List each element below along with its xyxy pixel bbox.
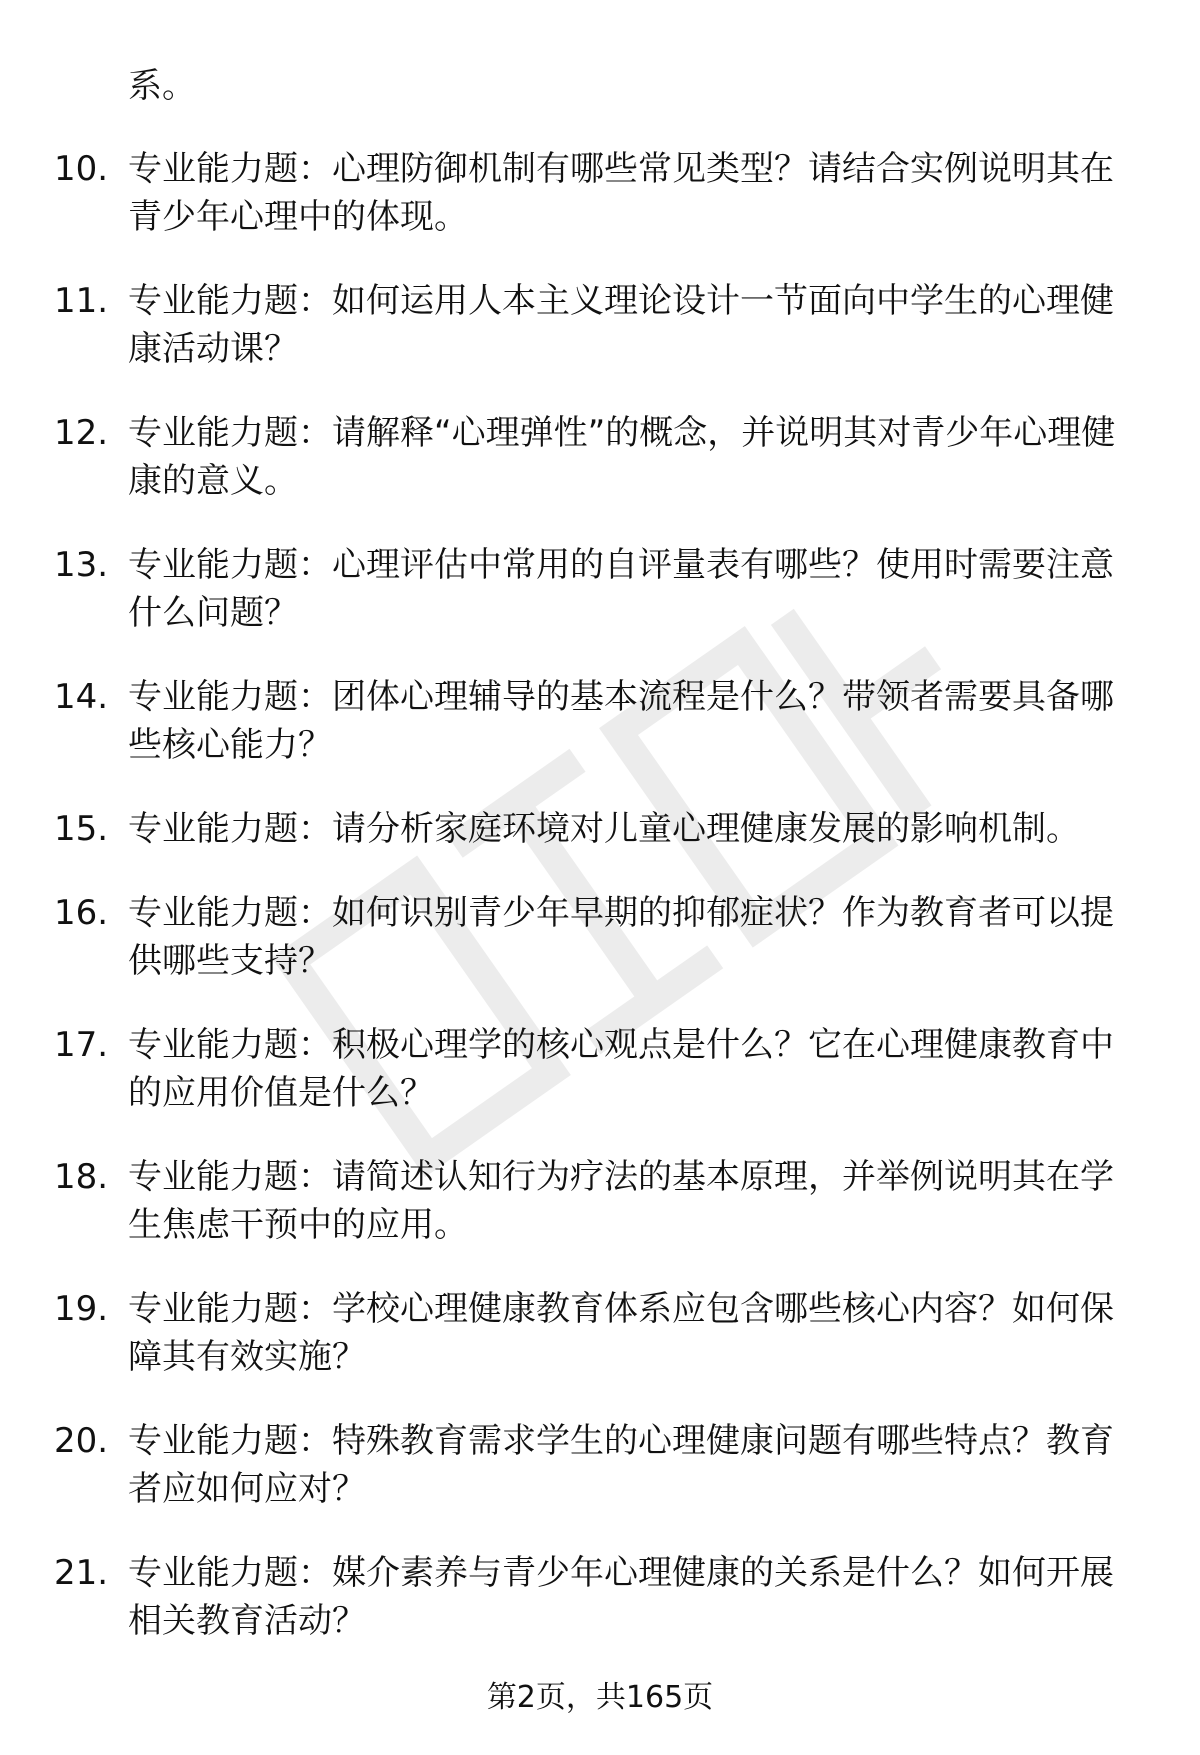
question-text: 专业能力题：心理防御机制有哪些常见类型？请结合实例说明其在青少年心理中的体现。	[128, 149, 1114, 237]
question-item	[0, 1021, 1138, 1117]
question-number: 18.	[54, 1157, 109, 1197]
question-item	[0, 1417, 1138, 1513]
question-number: 20.	[54, 1421, 109, 1461]
question-number: 17.	[54, 1025, 109, 1065]
question-text: 专业能力题：请解释“心理弹性”的概念，并说明其对青少年心理健康的意义。	[128, 413, 1116, 501]
question-text: 专业能力题：特殊教育需求学生的心理健康问题有哪些特点？教育者应如何应对？	[128, 1421, 1114, 1509]
question-number: 21.	[54, 1553, 109, 1593]
question-number: 11.	[54, 281, 109, 321]
question-number: 10.	[54, 149, 109, 189]
page-footer: 第2页，共165页	[486, 1680, 714, 1715]
question-number: 14.	[54, 677, 109, 717]
question-text: 专业能力题：请简述认知行为疗法的基本原理，并举例说明其在学生焦虑干预中的应用。	[128, 1157, 1114, 1245]
question-item	[0, 805, 1138, 853]
question-text: 专业能力题：积极心理学的核心观点是什么？它在心理健康教育中的应用价值是什么？	[128, 1025, 1114, 1113]
question-text: 专业能力题：心理评估中常用的自评量表有哪些？使用时需要注意什么问题？	[128, 545, 1114, 633]
question-text: 专业能力题：团体心理辅导的基本流程是什么？带领者需要具备哪些核心能力？	[128, 677, 1114, 765]
question-item	[0, 1285, 1138, 1381]
question-item	[0, 1153, 1138, 1249]
question-number: 16.	[54, 893, 109, 933]
question-text: 专业能力题：学校心理健康教育体系应包含哪些核心内容？如何保障其有效实施？	[128, 1289, 1114, 1377]
question-number: 15.	[54, 809, 109, 849]
question-text: 专业能力题：如何运用人本主义理论设计一节面向中学生的心理健康活动课？	[128, 281, 1114, 369]
question-number: 12.	[54, 413, 109, 453]
question-item	[0, 541, 1138, 637]
question-text: 专业能力题：请分析家庭环境对儿童心理健康发展的影响机制。	[128, 809, 1080, 849]
question-item	[0, 889, 1138, 985]
question-item	[0, 145, 1138, 241]
question-item	[0, 277, 1138, 373]
question-number: 19.	[54, 1289, 109, 1329]
question-item	[0, 673, 1138, 769]
question-text: 专业能力题：如何识别青少年早期的抑郁症状？作为教育者可以提供哪些支持？	[128, 893, 1114, 981]
question-list	[0, 145, 1200, 1681]
continuation-text: 系。	[128, 66, 196, 106]
question-item	[0, 409, 1138, 505]
question-item	[0, 1549, 1138, 1645]
question-number: 13.	[54, 545, 109, 585]
question-text: 专业能力题：媒介素养与青少年心理健康的关系是什么？如何开展相关教育活动？	[128, 1553, 1114, 1641]
